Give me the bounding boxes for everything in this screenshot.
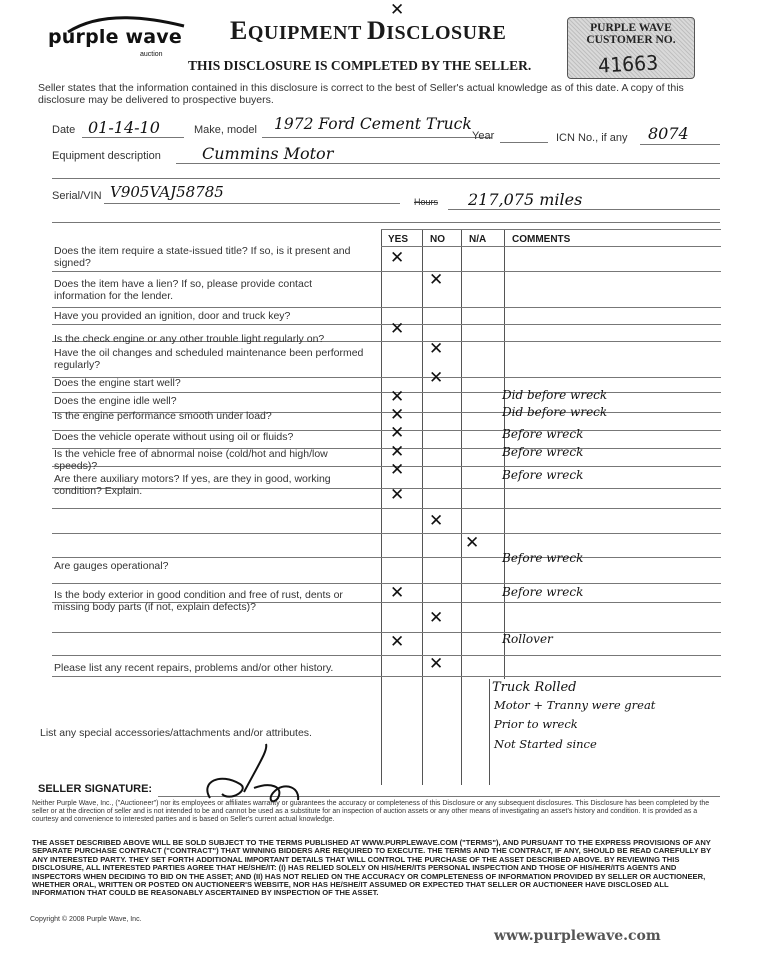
checkmark-yes-10: ✕ xyxy=(390,442,405,462)
comment-9: Did before wreck xyxy=(502,405,608,419)
page-title: EQUIPMENT DISCLOSURE xyxy=(230,16,507,45)
checkmark-yes-8: ✕ xyxy=(390,405,405,425)
checkmark-na-14: ✕ xyxy=(465,533,480,553)
column-na: N/A xyxy=(469,234,487,245)
intro-statement: Seller states that the information contained in this disclosure is correct to the best of Seller's actual knowledge as of this date. A copy of this disclosure may be delivered to prospective buyers. xyxy=(38,82,684,106)
question-3: Does the item have a lien? If so, please provide contact information for the lender. xyxy=(54,278,312,302)
column-yes: YES xyxy=(388,234,409,245)
icn-value: 8074 xyxy=(648,124,689,143)
checkmark-yes-20: ✕ xyxy=(390,0,405,20)
comment-11: Before wreck xyxy=(502,445,584,459)
repairs-comment-4: Not Started since xyxy=(494,737,597,751)
comment-16: Before wreck xyxy=(502,551,584,565)
icn-label: ICN No., if any xyxy=(556,132,628,144)
checkmark-no-5: ✕ xyxy=(429,339,444,359)
question-4: Have you provided an ignition, door and truck key? xyxy=(54,310,291,322)
make-model-value: 1972 Ford Cement Truck xyxy=(274,115,472,133)
repairs-comment-3: Prior to wreck xyxy=(494,717,578,731)
question-9: Is the engine performance smooth under load? xyxy=(54,410,272,422)
comment-19: Rollover xyxy=(502,632,553,646)
customer-number-label: PURPLE WAVE CUSTOMER NO. xyxy=(586,22,676,46)
equipment-description-value: Cummins Motor xyxy=(202,144,334,163)
checkmark-yes-11: ✕ xyxy=(390,460,405,480)
checkmark-yes-9: ✕ xyxy=(390,423,405,443)
checkmark-yes-4: ✕ xyxy=(390,319,405,339)
column-comments: COMMENTS xyxy=(512,234,571,245)
comment-8: Did before wreck xyxy=(502,388,608,402)
question-18: Is the body exterior in good condition and free of rust, dents or missing body parts (if not, explain defects)? xyxy=(54,589,343,613)
question-11: Is the vehicle free of abnormal noise (cold/hot and high/low speeds)? xyxy=(54,448,328,472)
checkmark-yes-7: ✕ xyxy=(390,387,405,407)
hours-label: Hours xyxy=(414,197,439,207)
checkmark-yes-12: ✕ xyxy=(390,485,405,505)
checkmark-no-19: ✕ xyxy=(429,608,444,628)
disclaimer-text: Neither Purple Wave, Inc., ("Auctioneer") nor its employees or affiliates warranty or guarantees the accuracy or completeness of this Disclosure or any subsequent disclosures. This Disclosure has been completed by the seller or at the direction of seller and is not intended to be and cannot be used as a substitute for an inspection of auction assets or any other means of investigating an asset's history and condition. It is provided as a courtesy and convenience to interested parties and is based on Seller's current actual knowledge. xyxy=(32,800,710,823)
repairs-label: Please list any recent repairs, problems and/or other history. xyxy=(54,662,334,674)
question-13: Are there auxiliary motors? If yes, are they in good, working condition? Explain. xyxy=(54,473,331,497)
question-1: Does the item require a state-issued title? If so, is it present and signed? xyxy=(54,245,351,269)
accessories-label: List any special accessories/attachments and/or attributes. xyxy=(40,727,312,739)
copyright: Copyright © 2008 Purple Wave, Inc. xyxy=(30,916,142,923)
logo-subtext: auction xyxy=(140,51,163,58)
page-subtitle: THIS DISCLOSURE IS COMPLETED BY THE SELLER. xyxy=(188,58,532,73)
repairs-comment-1: Truck Rolled xyxy=(492,680,577,695)
column-no: NO xyxy=(430,234,445,245)
make-model-label: Make, model xyxy=(194,124,257,136)
comment-12: Before wreck xyxy=(502,468,584,482)
checkmark-yes-15: ✕ xyxy=(390,583,405,603)
comment-17: Before wreck xyxy=(502,585,584,599)
equipment-description-label: Equipment description xyxy=(52,150,161,162)
checkmark-no-6: ✕ xyxy=(429,368,444,388)
serial-vin-label: Serial/VIN xyxy=(52,190,102,202)
repairs-comment-2: Motor + Tranny were great xyxy=(494,698,656,712)
logo-text: purple wave xyxy=(48,26,182,48)
checkmark-no-18: ✕ xyxy=(429,654,444,674)
checkmark-no-2: ✕ xyxy=(429,270,444,290)
hours-value: 217,075 miles xyxy=(468,190,583,209)
year-label: Year xyxy=(472,130,495,142)
customer-number-box xyxy=(567,17,695,79)
seller-signature-label: SELLER SIGNATURE: xyxy=(38,783,153,795)
serial-vin-value: V905VAJ58785 xyxy=(110,183,224,201)
checkmark-yes-1: ✕ xyxy=(390,248,405,268)
question-8: Does the engine idle well? xyxy=(54,395,177,407)
question-6: Have the oil changes and scheduled maintenance been performed regularly? xyxy=(54,347,364,371)
checkmark-yes-17: ✕ xyxy=(390,632,405,652)
customer-number-value: 41663 xyxy=(597,50,659,78)
question-7: Does the engine start well? xyxy=(54,377,181,389)
date-label: Date xyxy=(52,124,76,136)
website-footer: www.purplewave.com xyxy=(494,928,661,944)
purple-wave-logo xyxy=(48,20,188,60)
terms-text: THE ASSET DESCRIBED ABOVE WILL BE SOLD SUBJECT TO THE TERMS PUBLISHED AT WWW.PURPLEWAVE.COM ("TERMS"), AND PURSUANT TO THE EXPRESS PROVISIONS OF ANY SEPARATE PURCHASE CONTRACT ("CONTRACT") THAT WINNING BIDDERS ARE REQUIRED TO EXECUTE. THE TERMS AND THE CONTRACT, IF ANY, SHOULD BE READ CAREFULLY BY ANY INTERESTED PARTY. THEY SET FORTH ADDITIONAL IMPORTANT DETAILS THAT WILL CONTROL THE PURCHASE OF THE ASSET DESCRIBED ABOVE. BY REVIEWING THIS DISCLOSURE, ALL INTERESTED PARTIES AGREE THAT HE/SHE/IT: (I) HAS RELIED SOLELY ON HIS/HER/ITS PERSONAL INSPECTION AND THOSE OF HIS/HER/ITS AGENTS AND INSPECTORS WHEN DECIDING TO BID ON THE ASSET; AND (II) HAS NOT RELIED ON THE ACCURACY OR COMPLETENESS OF INFORMATION PROVIDED BY SELLER OR AUCTIONEER, WHETHER ORAL, WRITTEN OR POSTED ON AUCTIONEER'S WEBSITE, NOR HAS HE/SHE/IT ASSUMED OR EXPECTED THAT SELLER OR AUCTIONEER HAVE DISCLOSED ALL INFORMATION THAT COULD BE REASONABLY ASCERTAINED BY INSPECTION OF THE ASSET. xyxy=(32,838,711,898)
question-5: Is the check engine or any other trouble light regularly on? xyxy=(54,333,325,345)
checkmark-no-13: ✕ xyxy=(429,511,444,531)
comment-10: Before wreck xyxy=(502,427,584,441)
question-10: Does the vehicle operate without using oil or fluids? xyxy=(54,431,294,443)
date-value: 01-14-10 xyxy=(88,118,160,137)
question-17: Are gauges operational? xyxy=(54,560,169,572)
